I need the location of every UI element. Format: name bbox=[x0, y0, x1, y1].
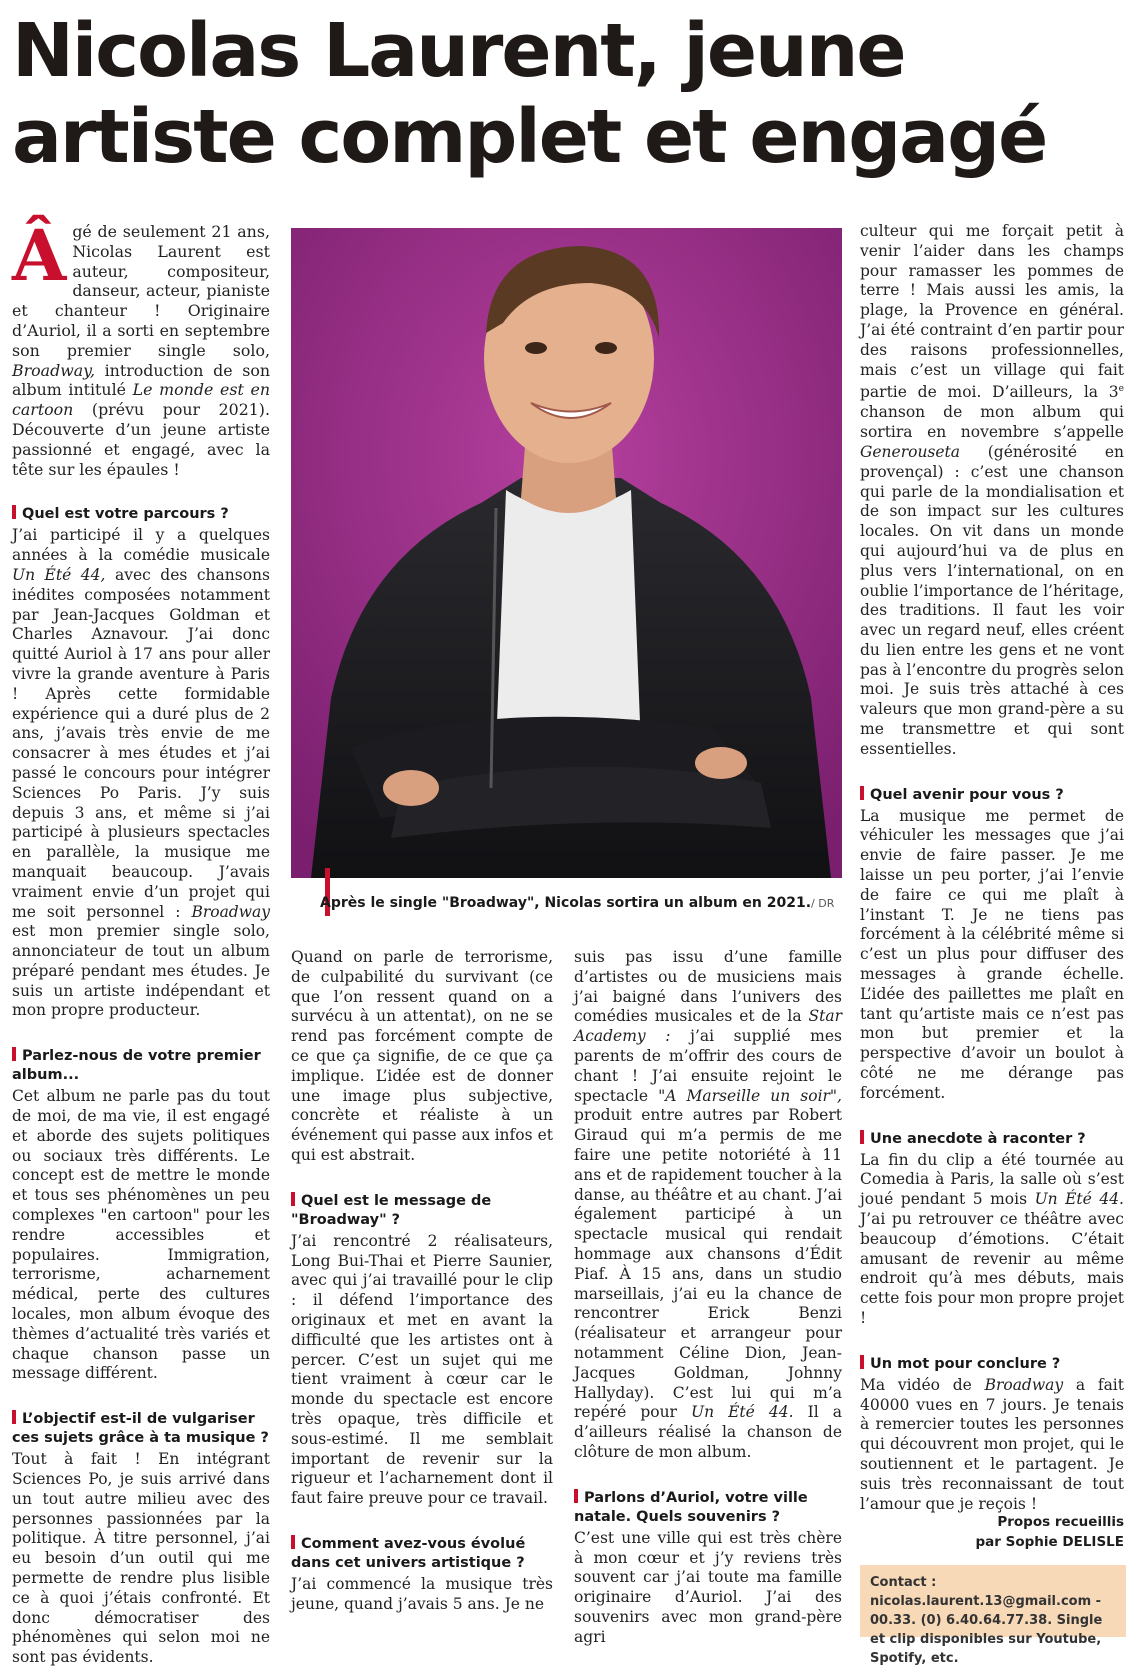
answer-album: Cet album ne parle pas du tout de moi, de ma vie, il est engagé et aborde des sujets politiques ou sociaux très différents. Le concept est de mettre le monde et tous ses phénomènes un peu complexes "en cartoon" pour les rendre accessibles et populaires. Immigration, terrorisme, acharnement médical, perte des cultures locales, mon album évoque des thèmes d’actualité très variés et chaque chanson passe un message différent. bbox=[12, 1087, 270, 1383]
answer-text: J’ai participé il y a quelques années à la comédie musicale bbox=[12, 526, 270, 565]
answer-italic: Star Academy : bbox=[574, 1007, 842, 1046]
answer-text: culteur qui me forçait petit à venir l’aider dans les champs pour ramasser les pommes de terre ! Mais aussi les amis, la plage, la Provence en général. J’ai été contraint d’en partir pour des raisons professionnelles, mais c’est un village qui fait partie de moi. D’ailleurs, la 3 bbox=[860, 222, 1124, 402]
answer-avenir: La musique me permet de véhiculer les messages que j’ai envie de faire passer. Je me laisse un peu porter, j’ai l’envie de faire ce qui me plaît à l’instant T. Je ne tiens pas forcément à la célébrité même si c’est un plus pour diffuser des messages à grande échelle. L’idée des paillettes me plaît en tant qu’artiste mais ce n’est pas mon but premier et la perspective d’avoir un boulot à côté ne me dérange pas forcément. bbox=[860, 806, 1124, 1102]
photo-caption bbox=[320, 895, 842, 911]
article-column-1 bbox=[12, 214, 270, 1667]
signature bbox=[860, 1512, 1124, 1552]
artist-photo bbox=[291, 228, 842, 878]
headline: Nicolas Laurent, jeune artiste complet et engagé bbox=[12, 8, 1047, 180]
question-conclure bbox=[860, 1355, 1124, 1374]
question-text: Quel avenir pour vous ? bbox=[870, 786, 1064, 803]
question-marker bbox=[574, 1489, 578, 1503]
intro-text-end: (prévu pour 2021). Découverte d’un jeune artiste passionné et engagé, avec la tête sur les épaules ! bbox=[12, 400, 270, 479]
question-marker bbox=[860, 1130, 864, 1144]
answer-superscript: e bbox=[1118, 384, 1124, 395]
answer-italic: "A Marseille un soir", bbox=[658, 1086, 842, 1105]
question-album bbox=[12, 1047, 270, 1085]
contact-box: Contact : nicolas.laurent.13@gmail.com - 00.33. (0) 6.40.64.77.38. Single et clip disponibles sur Youtube, Spotify, etc. bbox=[860, 1565, 1126, 1637]
answer-italic: Un Été 44, bbox=[12, 565, 106, 584]
question-parcours bbox=[12, 505, 270, 524]
article-column-4 bbox=[860, 222, 1124, 1632]
question-text: Quel est votre parcours ? bbox=[22, 506, 229, 523]
answer-text: avec des chansons inédites composées notamment par Jean-Jacques Goldman et Charles Aznavour. J’ai donc quitté Auriol à 17 ans pour aller vivre la grande aventure à Paris ! Après cette formidable expérience qui a duré plus de 2 ans, j’avais très envie de me consacrer à mes études et j’ai passé le concours pour intégrer Sciences Po Paris. J’y suis depuis 3 ans, et même si j’ai participé à plusieurs spectacles en parallèle, la musique me manquait beaucoup. J’avais vraiment envie d’un projet qui me soit personnel : bbox=[12, 565, 270, 921]
caption-text: Après le single "Broadway", Nicolas sortira un album en 2021. bbox=[320, 895, 812, 911]
answer-italic: Un Été 44. bbox=[1034, 1190, 1124, 1209]
question-marker bbox=[291, 1192, 295, 1206]
answer-text: La fin du clip a été tournée au Comedia à Paris, la salle où s’est joué pendant 5 mois bbox=[860, 1150, 1124, 1209]
artist-portrait-illustration bbox=[291, 228, 842, 878]
question-text: L’objectif est-il de vulgariser ces sujets grâce à ta musique ? bbox=[12, 1411, 269, 1447]
question-auriol bbox=[574, 1489, 842, 1527]
question-marker bbox=[860, 786, 864, 800]
question-marker bbox=[12, 1410, 16, 1424]
photo-credit: / DR bbox=[811, 897, 835, 910]
answer-italic: Broadway bbox=[191, 902, 270, 921]
question-text: Comment avez-vous évolué dans cet univers artistique ? bbox=[291, 1535, 526, 1571]
intro-text-mid: introduction de son album intitulé bbox=[12, 360, 270, 400]
question-text: Un mot pour conclure ? bbox=[870, 1355, 1061, 1372]
answer-text: a fait 40000 vues en 7 jours. Je tenais à remercier toutes les personnes qui découvrent mon projet, qui le soutiennent et le partagent. Je suis très reconnaissant de tout l’amour que je reçois ! bbox=[860, 1375, 1124, 1513]
question-anecdote bbox=[860, 1130, 1124, 1149]
intro-italic-album: Le monde est en cartoon bbox=[12, 380, 270, 420]
answer-text: est mon premier single solo, annonciateur de tout un album préparé pendant mes études. Je suis un artiste indépendant et mon propre producteur. bbox=[12, 922, 270, 1020]
answer-italic: Broadway bbox=[984, 1375, 1064, 1394]
intro-text: gé de seulement 21 ans, Nicolas Laurent est auteur, compositeur, danseur, acteur, pianiste et chanteur ! Originaire d’Auriol, il a sorti en septembre son premier single solo, bbox=[12, 222, 270, 360]
article-column-3 bbox=[574, 948, 842, 1646]
answer-text: J’ai pu retrouver ce théâtre avec beaucoup d’émotions. C’était amusant de revenir au même endroit qu’à mes débuts, mais cette fois pour mon propre projet ! bbox=[860, 1210, 1124, 1327]
answer-text: Il a d’ailleurs réalisé la chanson de clôture de mon album. bbox=[574, 1403, 842, 1461]
question-message bbox=[291, 1192, 553, 1230]
signature-line-1: Propos recueillis bbox=[997, 1514, 1124, 1530]
drop-cap: Â bbox=[12, 214, 67, 297]
question-marker bbox=[860, 1355, 864, 1369]
answer-text: produit entre autres par Robert Giraud qui m’a permis de me faire une petite notoriété à 11 ans et de rapidement toucher à la danse, au théâtre et au chant. J’ai également participé à un spectacle musical qui rendait hommage aux chansons d’Édit Piaf. À 15 ans, dans un studio marseillais, j’ai eu la chance de rencontrer Erick Benzi (réalisateur et arrangeur pour notamment Céline Dion, Jean-Jacques Goldman, Johnny Hallyday). C’est lui qui m’a repéré pour bbox=[574, 1106, 842, 1422]
question-vulgariser bbox=[12, 1410, 270, 1448]
answer-text: Ma vidéo de bbox=[860, 1375, 985, 1394]
question-evolution bbox=[291, 1535, 553, 1573]
signature-line-2: par Sophie DELISLE bbox=[975, 1534, 1124, 1550]
answer-anecdote bbox=[860, 1151, 1124, 1329]
answer-evolution-start: J’ai commencé la musique très jeune, quand j’avais 5 ans. Je ne bbox=[291, 1574, 553, 1613]
intro-italic-broadway: Broadway, bbox=[12, 360, 95, 380]
answer-text: (générosité en provençal) : c’est une chanson qui parle de la mondialisation et de son impact sur les cultures locales. On vit dans un monde qui aujourd’hui va de plus en plus vers l’international, on en oublie l’importance de l’héritage, des traditions. Il faut les voir avec un regard neuf, elles créent du lien entre les gens et ne vont pas à l’encontre du progrès selon moi. Je suis très attaché à ces valeurs que mon grand-père a su me transmettre et qui sont essentielles. bbox=[860, 442, 1124, 758]
intro-paragraph bbox=[12, 214, 270, 479]
question-marker bbox=[12, 505, 16, 519]
answer-auriol bbox=[860, 222, 1124, 760]
answer-auriol-start: C’est une ville qui est très chère à mon cœur et j’y reviens très souvent car j’ai toute ma famille originaire d’Auriol. J’ai des souvenirs avec mon grand-père agri bbox=[574, 1528, 842, 1646]
answer-vulgariser-continued: Quand on parle de terrorisme, de culpabilité du survivant (ce que l’on ressent quand on a survécu à un attentat), on ne se rend pas forcément compte de ce que ça signifie, de ce que ça implique. L’idée est de donner une image plus subjective, concrète et réaliste à un événement qui passe aux infos et qui est abstrait. bbox=[291, 948, 553, 1164]
question-marker bbox=[291, 1535, 295, 1549]
question-marker bbox=[12, 1047, 16, 1061]
article-column-2 bbox=[291, 948, 553, 1638]
answer-parcours bbox=[12, 526, 270, 1021]
answer-vulgariser: Tout à fait ! En intégrant Sciences Po, je suis arrivé dans un tout autre milieu avec des personnes passionnées par la politique. À titre personnel, j’ai eu besoin d’un outil qui me permette de rendre plus lisible ce à quoi j’étais confronté. Et donc démocratiser des phénomènes qui selon moi ne sont pas évidents. bbox=[12, 1450, 270, 1667]
question-avenir bbox=[860, 786, 1124, 805]
question-text: Parlez-nous de votre premier album... bbox=[12, 1048, 261, 1084]
answer-message: J’ai rencontré 2 réalisateurs, Long Bui-Thai et Pierre Saunier, avec qui j’ai travaillé pour le clip : il défend l’importance des originaux et met en avant la difficulté que les artistes ont à percer. C’est un sujet qui me tient vraiment à cœur car le monde du spectacle est encore très opaque, très difficile et sous-estimé. Il me semblait important de revenir sur la rigueur et l’acharnement dont il faut faire preuve pour ce travail. bbox=[291, 1231, 553, 1508]
answer-italic: Generouseta bbox=[860, 442, 961, 461]
answer-evolution bbox=[574, 948, 842, 1463]
answer-text: suis pas issu d’une famille d’artistes ou de musiciens mais j’ai baigné dans l’univers des comédies musicales et de la bbox=[574, 948, 842, 1026]
answer-italic: Un Été 44. bbox=[691, 1403, 794, 1422]
question-text: Parlons d’Auriol, votre ville natale. Quels souvenirs ? bbox=[574, 1489, 808, 1525]
question-text: Une anecdote à raconter ? bbox=[870, 1130, 1086, 1147]
answer-conclure bbox=[860, 1376, 1124, 1515]
answer-text: chanson de mon album qui sortira en novembre s’appelle bbox=[860, 403, 1124, 442]
question-text: Quel est le message de "Broadway" ? bbox=[291, 1192, 492, 1228]
answer-text: j’ai supplié mes parents de m’offrir des cours de chant ! J’ai ensuite rejoint le spectacle bbox=[574, 1027, 842, 1105]
